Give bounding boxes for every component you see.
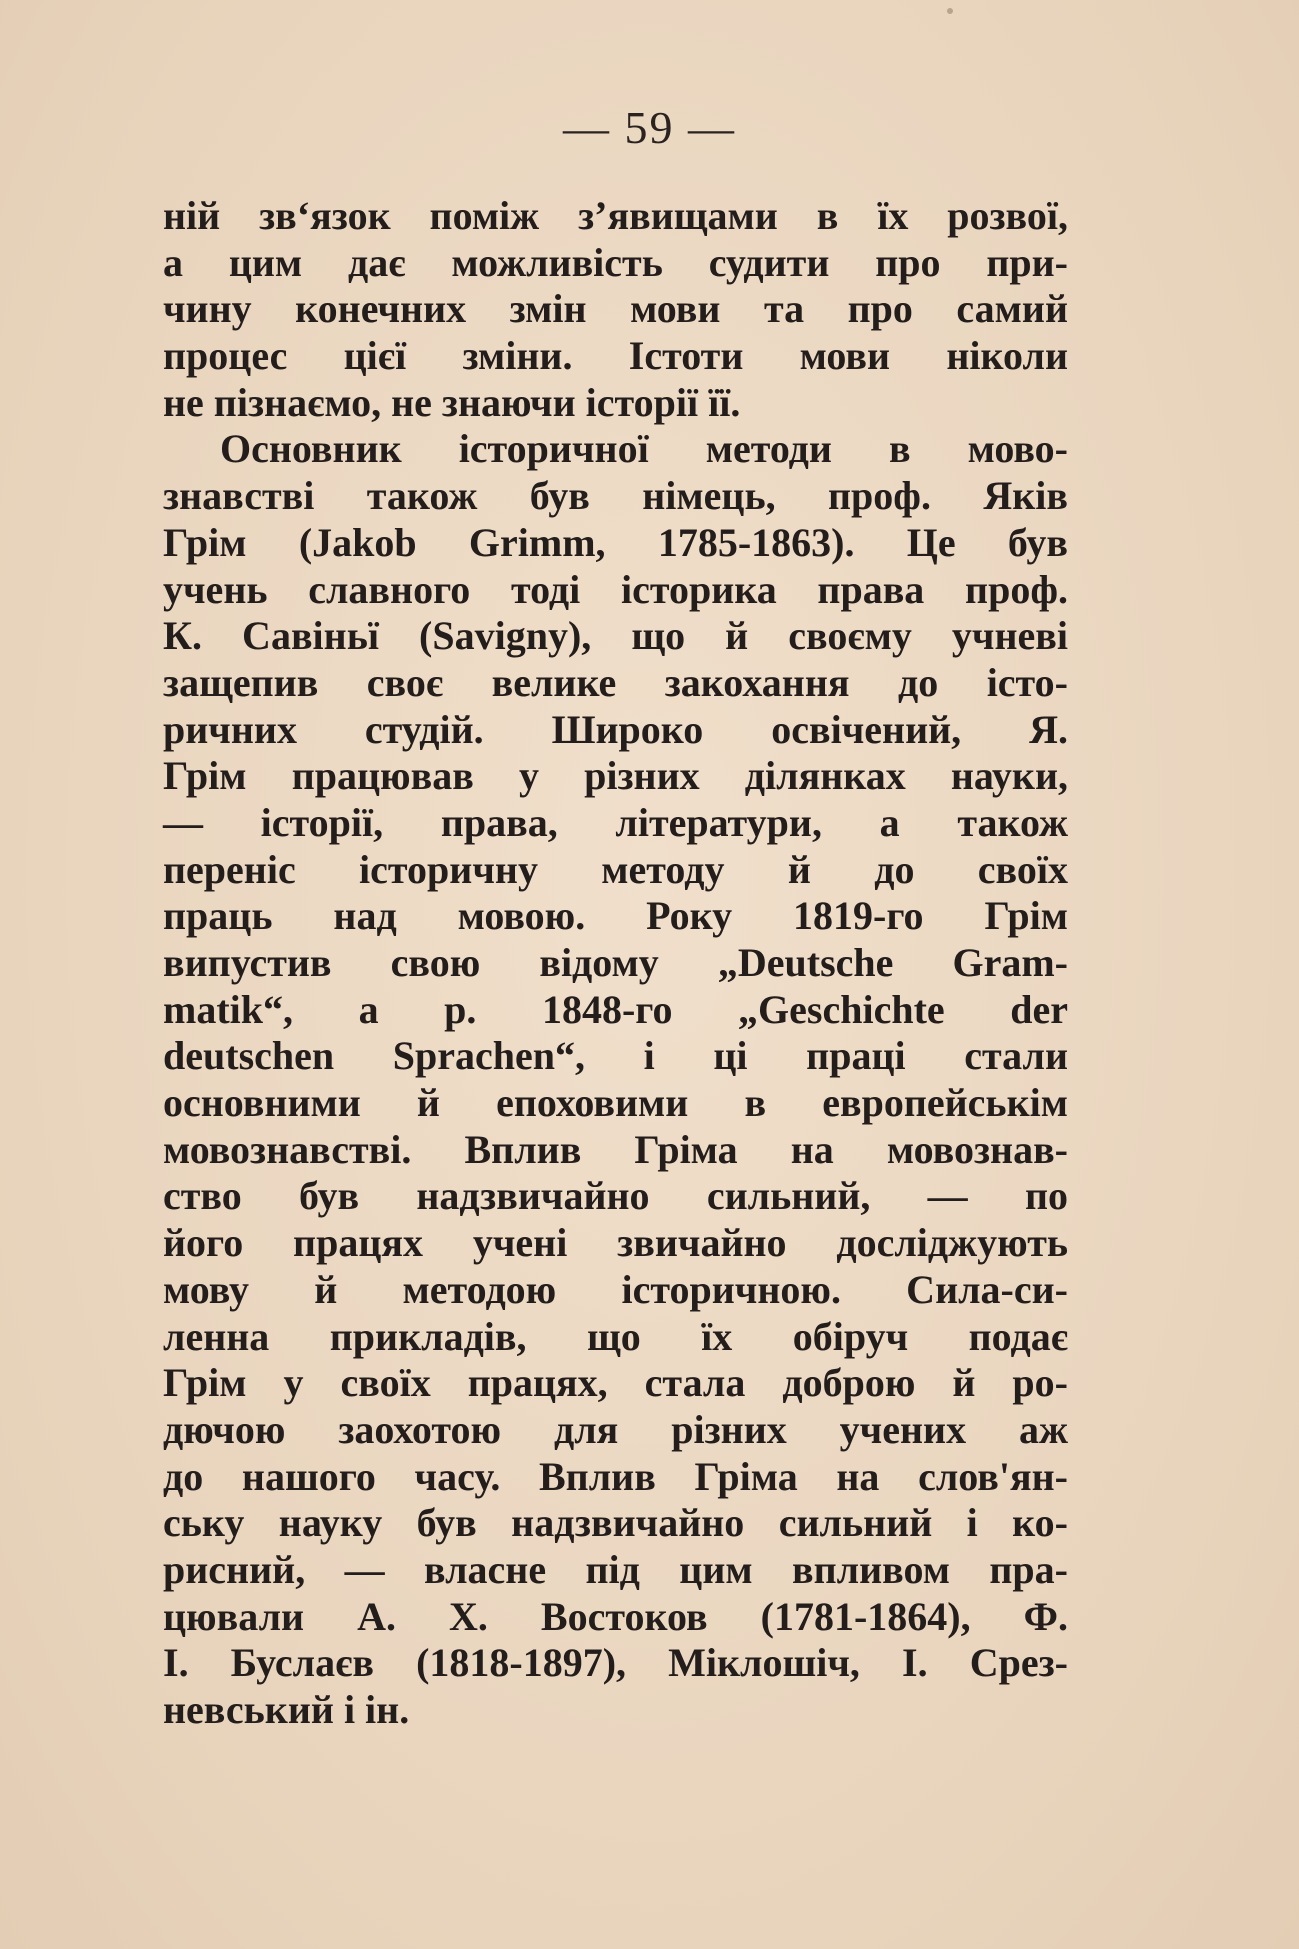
text-line: не пізнаємо, не знаючи історії її. <box>163 379 741 425</box>
text-line: І. Буслаєв (1818-1897), Міклошіч, І. Срез- <box>163 1640 1068 1686</box>
text-line: ричних студій. Широко освічений, Я. <box>163 706 1068 752</box>
text-line: Основник історичної методи в мово- <box>220 426 1068 472</box>
text-line: ську науку був надзвичайно сильний і ко- <box>163 1500 1068 1546</box>
text-line: matik“, а р. 1848-го „Geschichte der <box>163 986 1068 1032</box>
text-line: Грім працював у різних ділянках науки, <box>163 753 1068 799</box>
text-line: защепив своє велике закохання до істо- <box>163 659 1068 705</box>
text-line: Грім у своїх працях, стала доброю й ро- <box>163 1360 1068 1406</box>
text-line: випустив свою відому „Deutsche Gram- <box>163 940 1068 985</box>
text-line: К. Савіньї (Savigny), що й своєму учневі <box>163 613 1068 659</box>
text-line: ство був надзвичайно сильний, — по <box>163 1173 1068 1219</box>
text-line: основними й епоховими в европейськім <box>163 1080 1068 1126</box>
text-line: невський і ін. <box>163 1687 410 1732</box>
text-line: знавстві також був німець, проф. Яків <box>163 473 1068 519</box>
text-line: Грім (Jakob Grimm, 1785-1863). Це був <box>163 519 1068 565</box>
text-line: учень славного тоді історика права проф. <box>163 566 1068 612</box>
text-line: переніс історичну методу й до своїх <box>163 846 1068 892</box>
text-line: deutschen Sprachen“, і ці праці стали <box>163 1033 1068 1079</box>
text-line: чину конечних змін мови та про самий <box>163 286 1068 332</box>
text-line: мову й методою історичною. Сила-си- <box>163 1266 1068 1312</box>
paper-speck <box>947 8 953 14</box>
text-line: його працях учені звичайно досліджують <box>163 1220 1068 1266</box>
text-line: дючою заохотою для різних учених аж <box>163 1406 1068 1452</box>
body-text <box>163 193 1068 1734</box>
text-line: процес цієї зміни. Істоти мови ніколи <box>163 333 1068 379</box>
text-line: праць над мовою. Року 1819-го Грім <box>163 893 1068 939</box>
text-line: до нашого часу. Вплив Гріма на слов'ян- <box>163 1453 1068 1499</box>
text-line: ній зв‘язок поміж з’явищами в їх розвої, <box>163 193 1068 238</box>
text-line: а цим дає можливість судити про при- <box>163 239 1068 285</box>
text-line: — історії, права, літератури, а також <box>163 799 1068 845</box>
text-line: цювали А. Х. Востоков (1781-1864), Ф. <box>163 1593 1068 1639</box>
text-line: мовознавстві. Вплив Гріма на мовознав- <box>163 1126 1068 1172</box>
text-line: ленна прикладів, що їх обіруч подає <box>163 1313 1068 1359</box>
text-line: рисний, — власне під цим впливом пра- <box>163 1546 1068 1592</box>
page-number: — 59 — <box>563 102 736 153</box>
